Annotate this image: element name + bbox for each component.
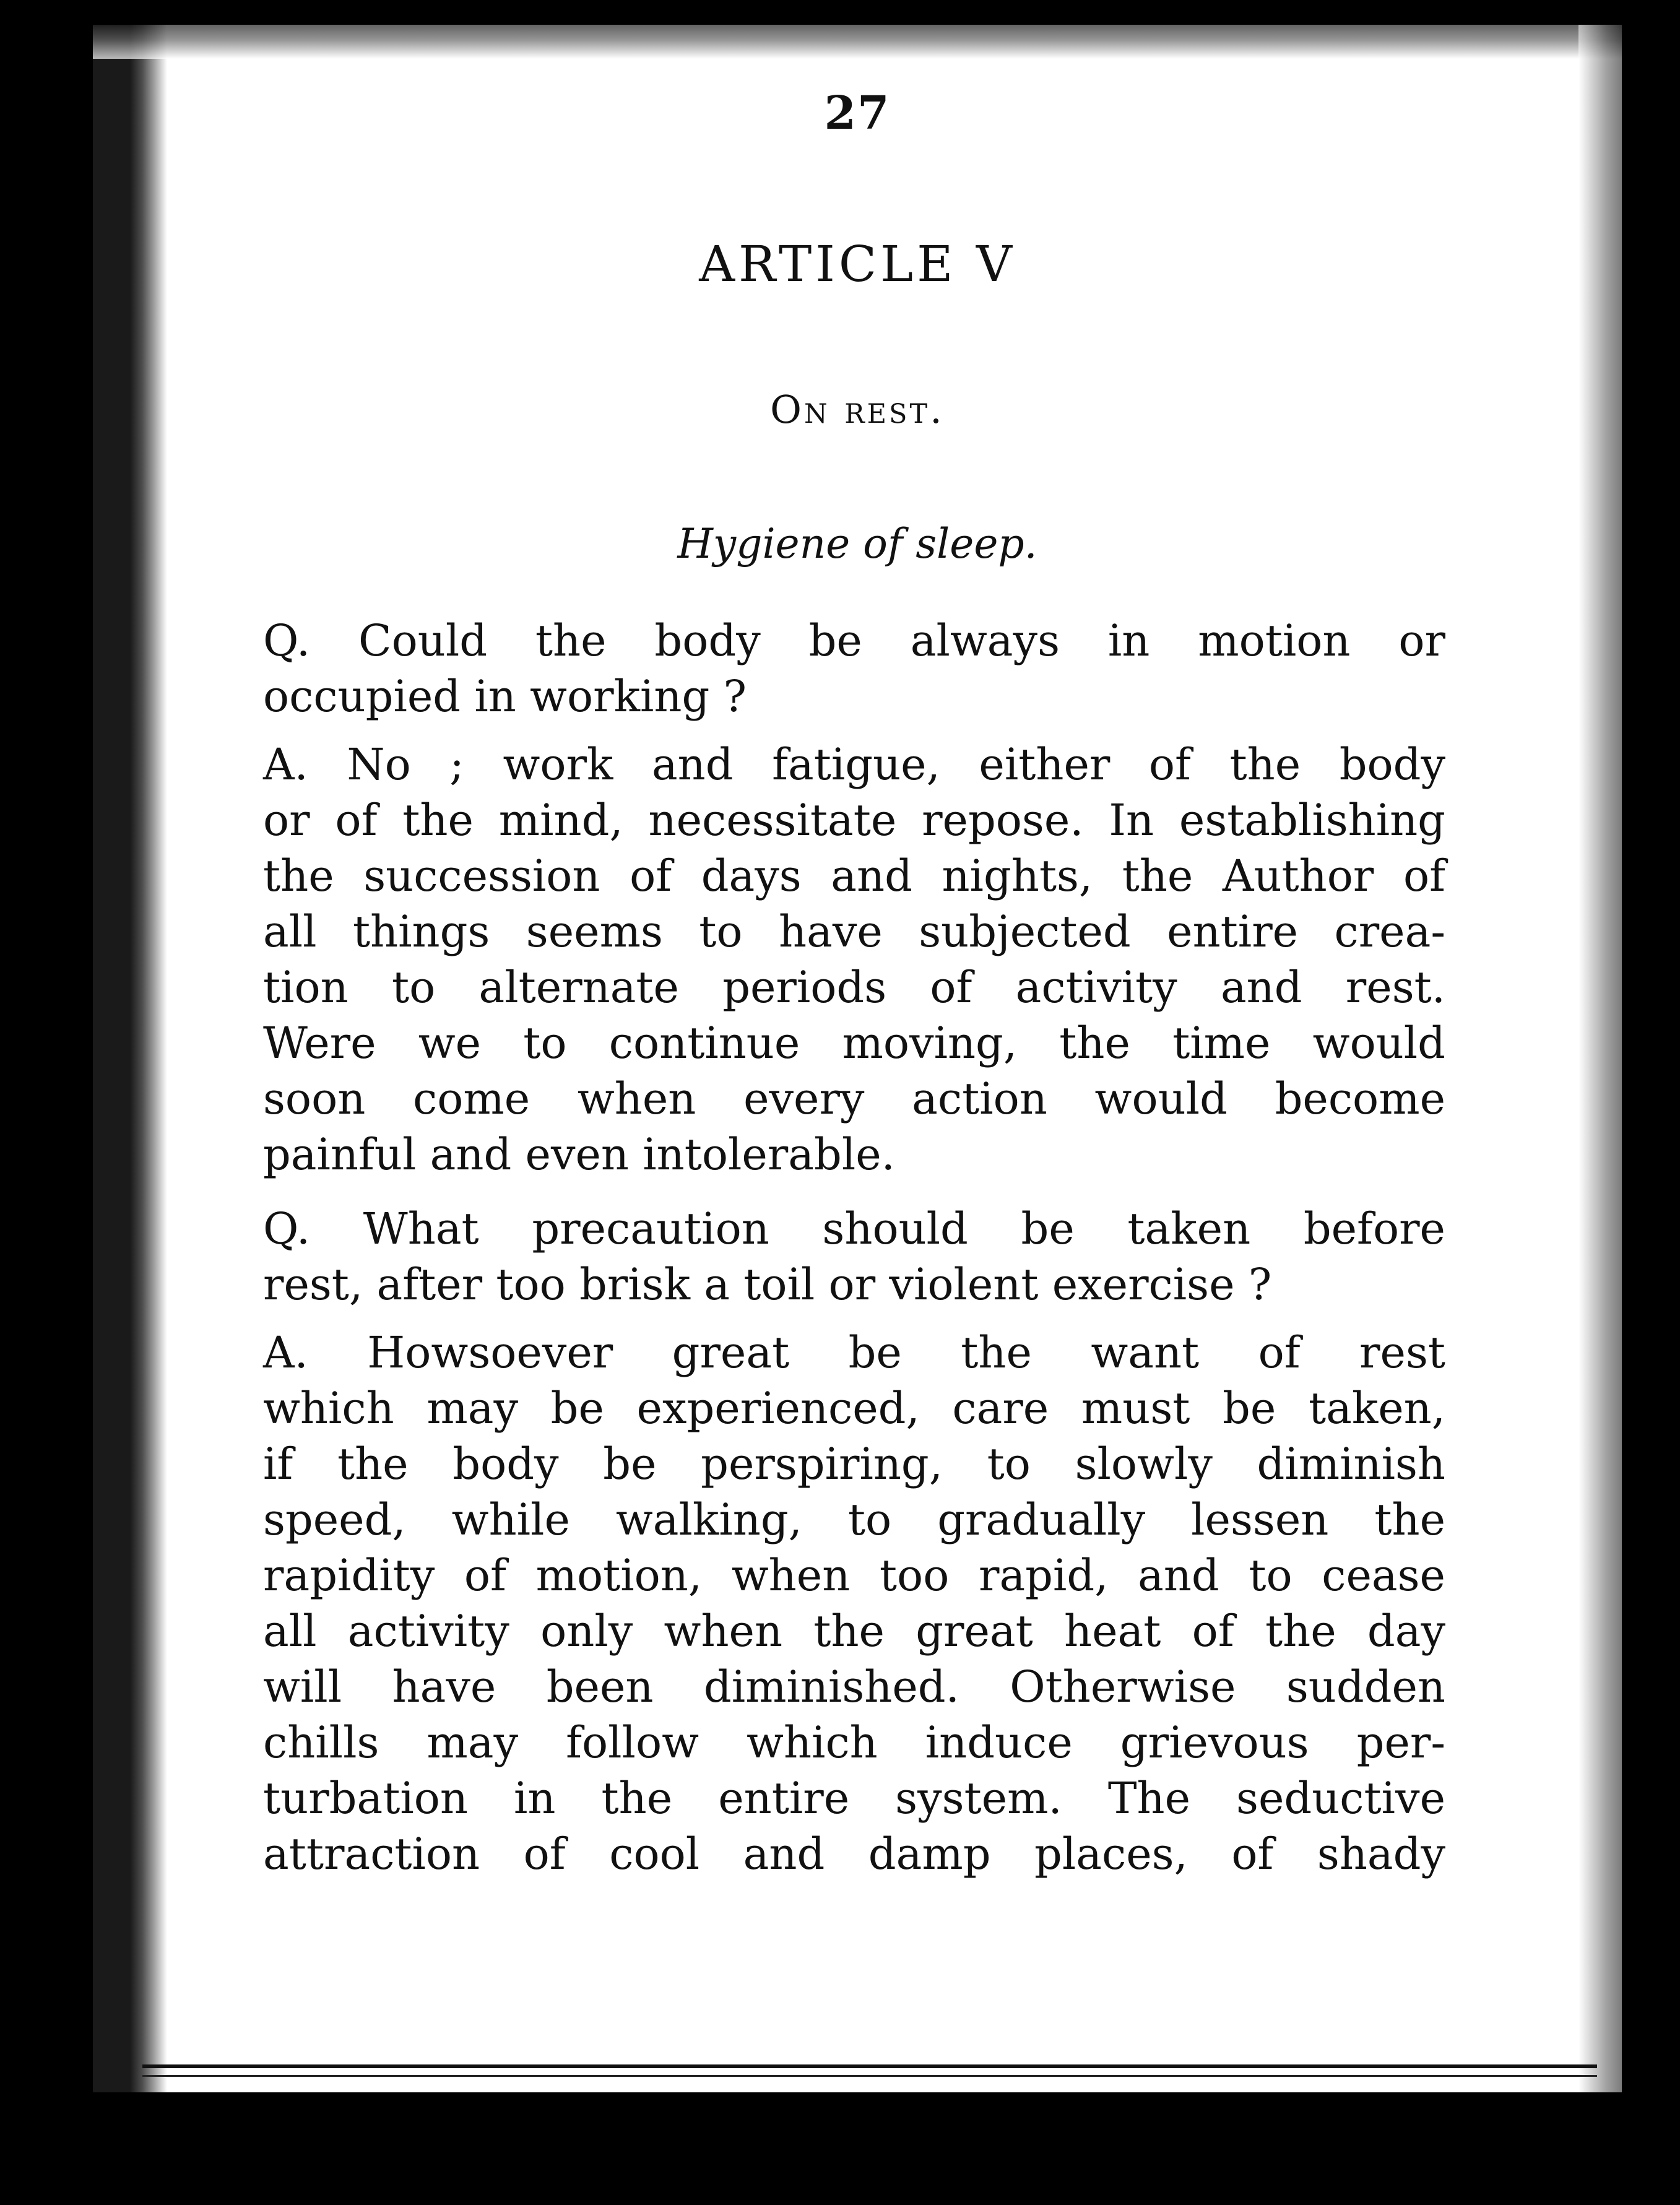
- text-line: Q. What precaution should be taken before: [263, 1203, 1445, 1254]
- text-line: A. No ; work and fatigue, either of the body: [263, 739, 1445, 790]
- text-line: speed, while walking, to gradually lessen the: [263, 1494, 1445, 1545]
- text-line: occupied in working ?: [263, 671, 747, 722]
- text-line: soon come when every action would become: [263, 1073, 1445, 1124]
- scan-edge-right: [1578, 25, 1622, 2092]
- paragraph-answer-1: [263, 737, 1445, 1182]
- text-line: chills may follow which induce grievous per-: [263, 1717, 1445, 1768]
- text-line: rest, after too brisk a toil or violent exercise ?: [263, 1259, 1272, 1310]
- scan-edge-left: [93, 25, 167, 2092]
- text-line: turbation in the entire system. The seductive: [263, 1773, 1445, 1824]
- text-line: all things seems to have subjected entire crea-: [263, 906, 1445, 957]
- paragraph-question-1: [263, 613, 1445, 724]
- bottom-rule: [142, 2064, 1597, 2068]
- text-line: will have been diminished. Otherwise sudden: [263, 1661, 1445, 1712]
- text-line: all activity only when the great heat of the day: [263, 1606, 1445, 1657]
- text-line: tion to alternate periods of activity and rest.: [263, 962, 1445, 1013]
- article-heading: ARTICLE V: [699, 235, 1016, 293]
- subsection-heading: Hygiene of sleep.: [677, 520, 1037, 568]
- paragraph-question-2: [263, 1201, 1445, 1312]
- text-line: rapidity of motion, when too rapid, and to cease: [263, 1550, 1445, 1601]
- text-line: A. Howsoever great be the want of rest: [263, 1327, 1445, 1378]
- text-line: Q. Could the body be always in motion or: [263, 615, 1445, 666]
- text-line: which may be experienced, care must be taken,: [263, 1383, 1445, 1434]
- text-line: the succession of days and nights, the Author of: [263, 851, 1445, 901]
- text-line: or of the mind, necessitate repose. In establishing: [263, 795, 1445, 846]
- text-line: if the body be perspiring, to slowly diminish: [263, 1439, 1445, 1489]
- paragraph-answer-2: [263, 1325, 1445, 1882]
- text-line: painful and even intolerable.: [263, 1129, 895, 1180]
- book-page: [93, 25, 1622, 2092]
- section-heading: On rest.: [770, 387, 945, 432]
- text-line: attraction of cool and damp places, of shady: [263, 1829, 1445, 1879]
- bottom-rule-thin: [142, 2075, 1597, 2077]
- scan-edge-top: [93, 25, 1622, 59]
- text-line: Were we to continue moving, the time would: [263, 1018, 1445, 1068]
- page-number: 27: [824, 87, 891, 140]
